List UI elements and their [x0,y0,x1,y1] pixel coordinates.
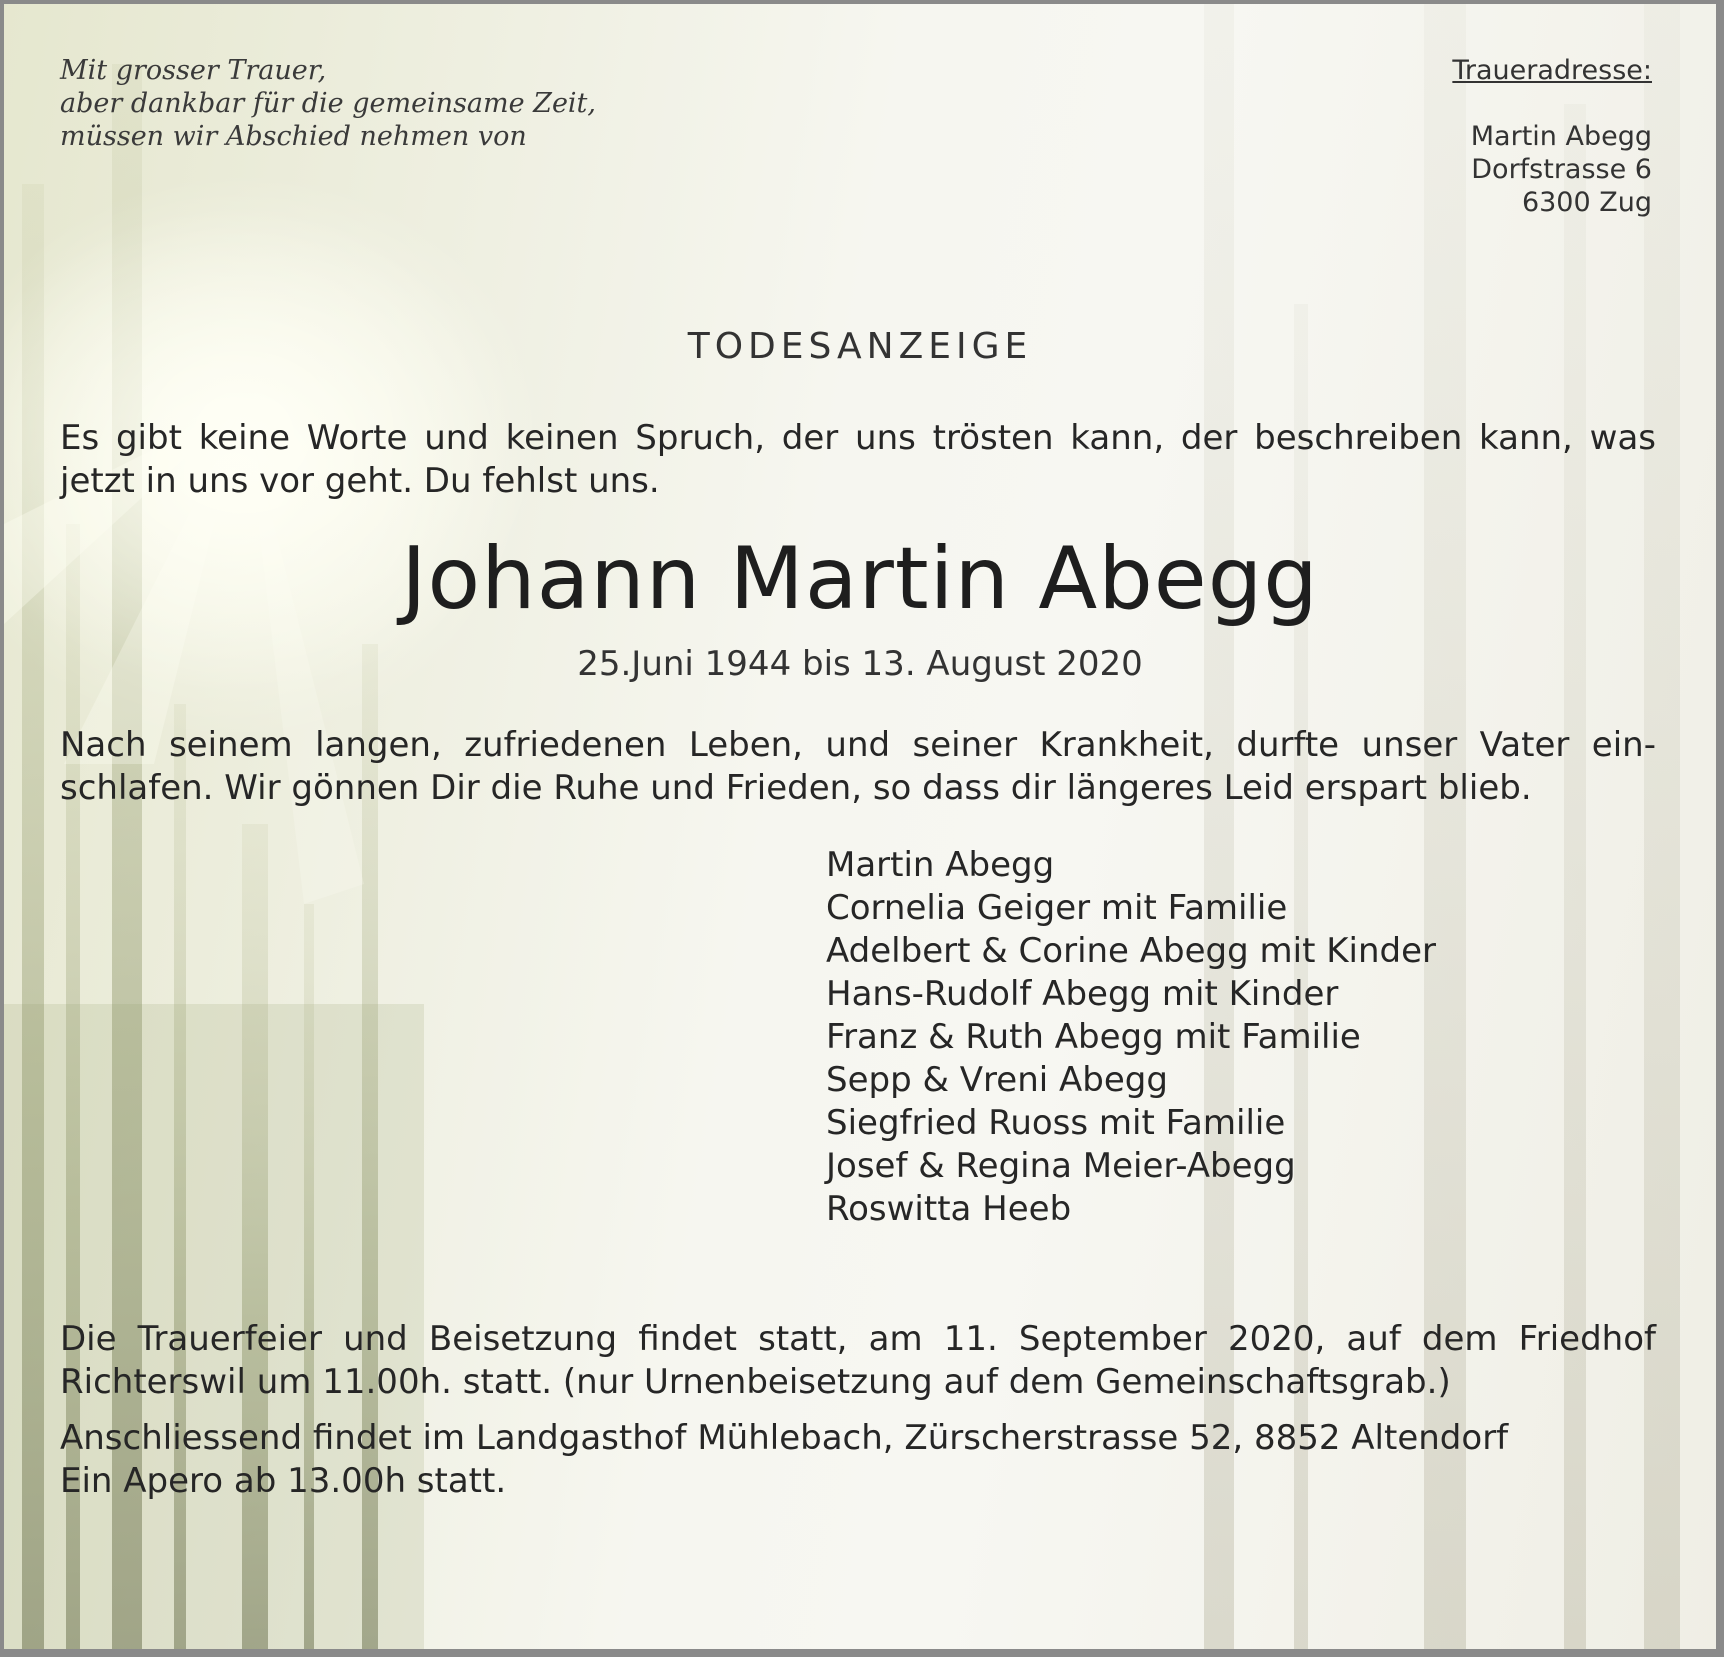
family-list [826,844,1626,1231]
family-member: Josef & Regina Meier-Abegg [826,1146,1296,1186]
deceased-name: Johann Martin Abegg [401,529,1319,629]
obituary-card [4,4,1716,1649]
family-member: Martin Abegg [826,845,1055,885]
address-name: Martin Abegg [1470,121,1652,152]
family-member: Sepp & Vreni Abegg [826,1060,1168,1100]
address-heading: Traueradresse: [1452,55,1652,86]
mourning-address [1232,54,1652,219]
saying-text: Es gibt keine Worte und keinen Spruch, der uns trösten kann, der beschreiben kann, was jetzt in uns vor geht. Du fehlst uns. [60,418,1656,501]
intro-line: müssen wir Abschied nehmen von [60,121,527,152]
intro-text [60,54,660,153]
reception-line: Ein Apero ab 13.00h statt. [60,1461,507,1501]
intro-line: Mit grosser Trauer, [60,55,327,86]
family-member: Franz & Ruth Abegg mit Familie [826,1017,1361,1057]
reception-line: Anschliessend findet im Landgasthof Mühlebach, Zürscherstrasse 52, 8852 Altendorf [60,1418,1509,1458]
family-member: Siegfried Ruoss mit Familie [826,1103,1286,1143]
family-member: Roswitta Heeb [826,1189,1072,1229]
reception-text [60,1417,1656,1503]
address-street: Dorfstrasse 6 [1471,154,1652,185]
family-member: Cornelia Geiger mit Familie [826,888,1288,928]
address-city: 6300 Zug [1521,187,1652,218]
intro-line: aber dankbar für die gemeinsame Zeit, [60,88,596,119]
obituary-text: Nach seinem langen, zufriedenen Leben, und seiner Krankheit, durfte unser Vater ein-schlafen. Wir gönnen Dir die Ruhe und Frieden, so dass dir längeres Leid erspart blieb. [60,725,1656,808]
ceremony-text: Die Trauerfeier und Beisetzung findet statt, am 11. September 2020, auf dem Friedhof Richterswil um 11.00h. statt. (nur Urnenbeisetzung auf dem Gemeinschaftsgrab.) [60,1319,1656,1402]
announcement-title: TODESANZEIGE [687,326,1033,367]
life-dates: 25.Juni 1944 bis 13. August 2020 [577,644,1143,684]
family-member: Adelbert & Corine Abegg mit Kinder [826,931,1436,971]
family-member: Hans-Rudolf Abegg mit Kinder [826,974,1339,1014]
